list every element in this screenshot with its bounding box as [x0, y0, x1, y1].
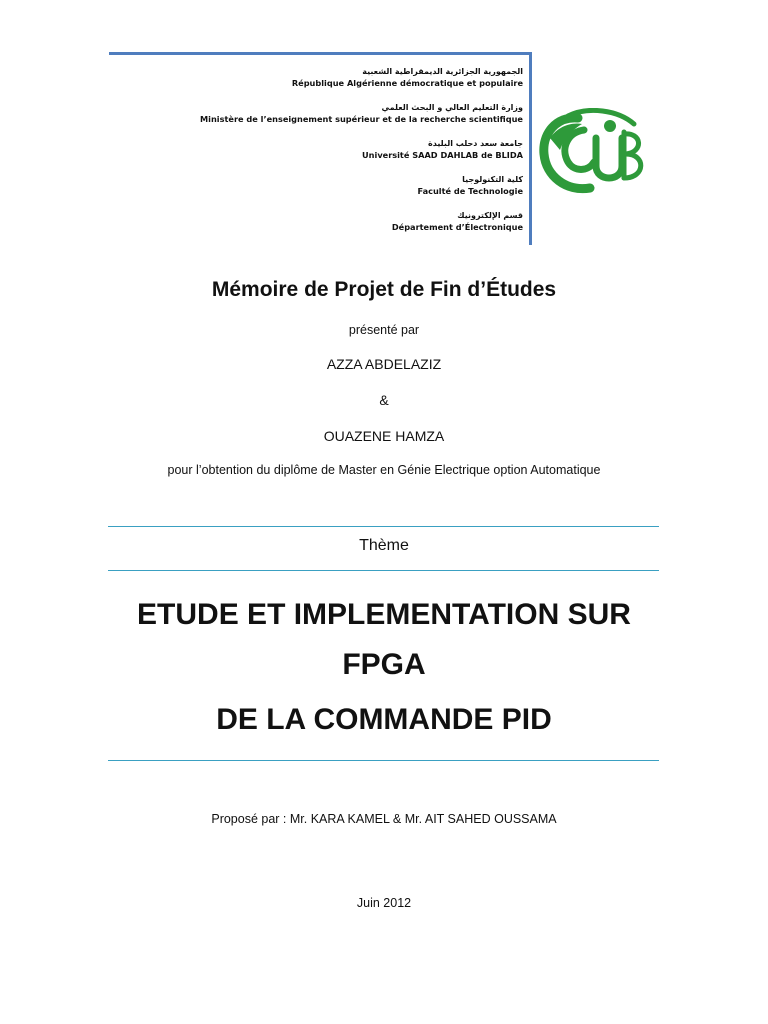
institution-header [103, 66, 523, 233]
author-name-1: AZZA ABDELAZIZ [326, 356, 442, 372]
thesis-title-line-1: ETUDE ET IMPLEMENTATION SUR [137, 598, 631, 631]
header-top-rule [109, 52, 532, 55]
header-side-rule [529, 52, 532, 245]
header-group-faculty [103, 174, 523, 197]
supervisors-text: Proposé par : Mr. KARA KAMEL & Mr. AIT SAHED OUSSAMA [211, 812, 557, 826]
thesis-title-line-2: FPGA [342, 648, 426, 681]
theme-top-divider [108, 526, 659, 527]
header-group-department [103, 210, 523, 233]
header-group-republic [103, 66, 523, 89]
title-bottom-divider [108, 760, 659, 761]
header-french-republic: République Algérienne démocratique et populaire [291, 78, 523, 88]
header-group-ministry [103, 102, 523, 125]
header-arabic-republic: الجمهورية الجزائرية الديمقراطية الشعبية [362, 67, 523, 76]
header-arabic-ministry: وزارة التعليم العالي و البحث العلمي [381, 103, 523, 112]
header-french-department: Département d’Électronique [391, 222, 523, 232]
header-group-university [103, 138, 523, 161]
thesis-title [0, 590, 768, 745]
header-arabic-department: قسم الإلكترونيك [457, 211, 523, 220]
thesis-title-line-3: DE LA COMMANDE PID [216, 703, 552, 736]
header-french-university: Université SAAD DAHLAB de BLIDA [362, 150, 523, 160]
document-date: Juin 2012 [356, 896, 412, 910]
university-logo-icon [538, 108, 650, 198]
header-arabic-faculty: كلية التكنولوجيا [462, 175, 523, 184]
degree-text: pour l’obtention du diplôme de Master en Génie Electrique option Automatique [167, 463, 601, 477]
author-ampersand: & [379, 392, 389, 408]
presented-by-text: présenté par [348, 323, 420, 337]
theme-bottom-divider [108, 570, 659, 571]
theme-label: Thème [359, 537, 409, 554]
document-title: Mémoire de Projet de Fin d’Études [211, 278, 557, 301]
header-french-ministry: Ministère de l’enseignement supérieur et de la recherche scientifique [200, 114, 523, 124]
author-name-2: OUAZENE HAMZA [323, 428, 445, 444]
header-french-faculty: Faculté de Technologie [417, 186, 523, 196]
header-arabic-university: جامعة سعد دحلب البليدة [428, 139, 523, 148]
